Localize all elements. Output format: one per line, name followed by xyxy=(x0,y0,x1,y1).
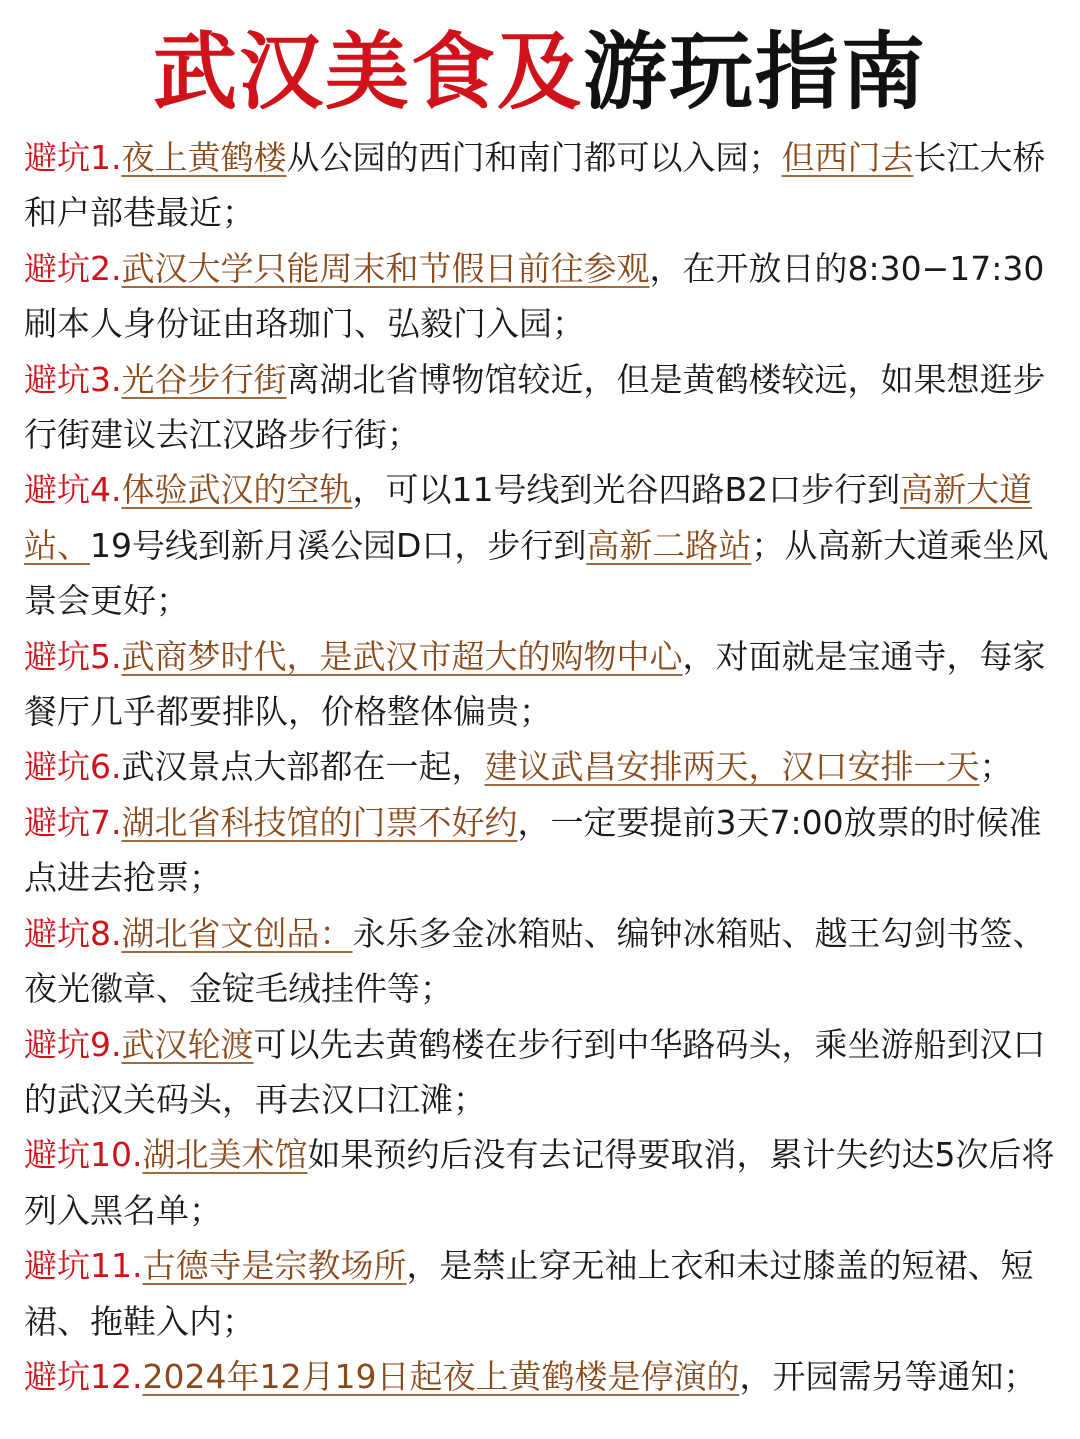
tip-number: 避坑1. xyxy=(24,138,122,177)
tip-item xyxy=(24,906,1060,1017)
tip-text: ，对面就是宝通寺，每家餐厅几乎都要排队，价格整体偏贵； xyxy=(24,636,1046,732)
tip-number: 避坑4. xyxy=(24,470,122,510)
page-title xyxy=(0,0,1080,122)
tip-item xyxy=(24,1238,1060,1349)
tip-number: 避坑5. xyxy=(24,636,122,676)
tip-highlight: 2024年12月19日起夜上黄鹤楼是停演的 xyxy=(142,1356,740,1396)
tip-highlight: 湖北省科技馆的门票不好约 xyxy=(121,802,518,842)
tip-item xyxy=(24,1127,1060,1238)
tip-number: 避坑12. xyxy=(24,1356,143,1396)
tip-item xyxy=(24,352,1060,463)
tip-item xyxy=(24,1017,1060,1128)
tip-highlight: 古德寺是宗教场所 xyxy=(142,1246,407,1286)
tip-text: ，在开放日的8:30−17:30刷本人身份证由珞珈门、弘毅门入园； xyxy=(24,248,1045,344)
tip-text: 武汉景点大部都在一起， xyxy=(121,747,485,787)
tip-number: 避坑6. xyxy=(24,747,122,787)
tip-highlight: 武商梦时代，是武汉市超大的购物中心 xyxy=(121,636,683,676)
title-part-black: 游玩指南 xyxy=(583,23,928,121)
tip-text: 如果预约后没有去记得要取消，累计失约达5次后将列入黑名单； xyxy=(24,1135,1055,1230)
tip-number: 避坑10. xyxy=(24,1135,143,1175)
tip-highlight: 夜上黄鹤楼 xyxy=(121,138,287,177)
tip-number: 避坑11. xyxy=(24,1246,143,1286)
tip-item xyxy=(24,629,1060,740)
tip-text: ； xyxy=(979,747,1013,787)
tip-highlight: 武汉大学只能周末和节假日前往参观 xyxy=(121,248,650,288)
tip-text: 可以先去黄鹤楼在步行到中华路码头，乘坐游船到汉口的武汉关码头，再去汉口江滩； xyxy=(24,1024,1046,1119)
tip-highlight: 建议武昌安排两天，汉口安排一天 xyxy=(484,747,980,787)
tip-text: 长江大桥和户部巷最近； xyxy=(24,138,1046,233)
tip-item xyxy=(24,1349,1060,1404)
tip-item xyxy=(24,241,1060,352)
tip-highlight: 湖北省文创品： xyxy=(121,913,353,953)
tip-number: 避坑2. xyxy=(24,248,122,288)
tip-item xyxy=(24,130,1060,241)
tip-text: ，可以11号线到光谷四路B2口步行到 xyxy=(352,470,901,510)
tip-highlight: 但西门去 xyxy=(781,138,914,177)
tip-number: 避坑9. xyxy=(24,1024,122,1064)
title-part-red: 武汉美食及 xyxy=(152,23,583,121)
tip-text: ，一定要提前3天7:00放票的时候准点进去抢票； xyxy=(24,802,1042,898)
tip-number: 避坑7. xyxy=(24,802,122,842)
tip-item xyxy=(24,462,1060,628)
tip-text: 从公园的西门和南门都可以入园； xyxy=(286,138,782,177)
tip-highlight: 湖北美术馆 xyxy=(142,1135,308,1175)
tip-number: 避坑3. xyxy=(24,359,122,399)
tip-highlight: 高新二路站 xyxy=(586,525,752,565)
tip-highlight: 武汉轮渡 xyxy=(121,1024,254,1064)
tip-text: 19号线到新月溪公园D口，步行到 xyxy=(90,525,587,565)
tip-text: ，是禁止穿无袖上衣和未过膝盖的短裙、短裙、拖鞋入内； xyxy=(24,1246,1034,1341)
tips-list xyxy=(24,130,1060,1404)
tip-highlight: 光谷步行街 xyxy=(121,359,287,399)
tip-item xyxy=(24,795,1060,906)
tip-item xyxy=(24,739,1060,794)
tip-text: ；从高新大道乘坐风景会更好； xyxy=(24,525,1049,621)
tip-text: 永乐多金冰箱贴、编钟冰箱贴、越王勾剑书签、夜光徽章、金锭毛绒挂件等； xyxy=(24,913,1046,1009)
tip-highlight: 体验武汉的空轨 xyxy=(121,470,353,510)
tip-text: 离湖北省博物馆较近，但是黄鹤楼较远，如果想逛步行街建议去江汉路步行街； xyxy=(24,359,1046,455)
tip-number: 避坑8. xyxy=(24,913,122,953)
tip-highlight: 高新大道站、 xyxy=(24,470,1033,565)
tip-text: ，开园需另等通知； xyxy=(739,1356,1037,1396)
